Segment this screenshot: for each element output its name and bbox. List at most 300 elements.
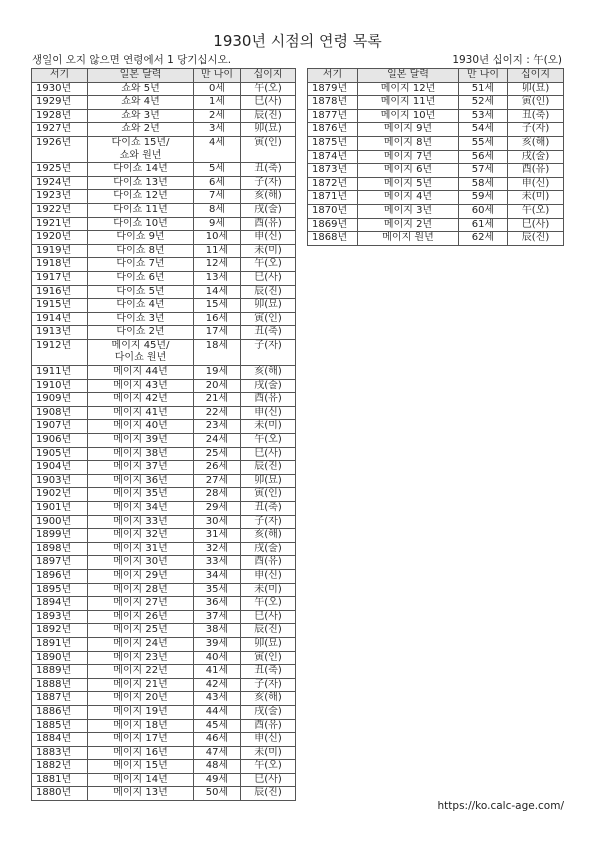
cell-japanese-calendar: 메이지 30년 [88,556,194,570]
cell-age: 2세 [194,109,241,123]
cell-year: 1897년 [32,556,88,570]
cell-year: 1870년 [308,204,358,218]
cell-japanese-calendar: 다이쇼 9년 [88,231,194,245]
cell-age: 27세 [194,474,241,488]
cell-zodiac: 辰(진) [241,109,296,123]
table-row [308,82,564,96]
cell-zodiac: 寅(인) [241,136,296,162]
cell-zodiac: 申(신) [241,406,296,420]
cell-zodiac: 戌(술) [508,150,564,164]
cell-japanese-calendar: 메이지 10년 [358,109,459,123]
cell-japanese-calendar: 다이쇼 7년 [88,258,194,272]
table-row [32,299,296,313]
cell-year: 1876년 [308,123,358,137]
cell-year: 1925년 [32,163,88,177]
cell-year: 1909년 [32,393,88,407]
table-row [32,366,296,380]
cell-zodiac: 亥(해) [241,366,296,380]
cell-japanese-calendar: 메이지 16년 [88,746,194,760]
cell-zodiac: 丑(축) [241,163,296,177]
table-row [308,150,564,164]
cell-age: 45세 [194,719,241,733]
cell-year: 1930년 [32,82,88,96]
table-row [32,393,296,407]
cell-year: 1922년 [32,203,88,217]
cell-year: 1888년 [32,678,88,692]
cell-japanese-calendar: 쇼와 3년 [88,109,194,123]
cell-zodiac: 子(자) [508,123,564,137]
cell-zodiac: 未(미) [241,746,296,760]
cell-age: 4세 [194,136,241,162]
cell-age: 40세 [194,651,241,665]
cell-age: 39세 [194,637,241,651]
table-row [32,719,296,733]
header-japanese-calendar: 일본 달력 [358,69,459,83]
table-row [32,773,296,787]
cell-year: 1882년 [32,760,88,774]
table-row [32,96,296,110]
cell-year: 1907년 [32,420,88,434]
cell-japanese-calendar: 메이지 39년 [88,434,194,448]
cell-age: 16세 [194,312,241,326]
cell-age: 19세 [194,366,241,380]
cell-zodiac: 辰(진) [241,461,296,475]
cell-japanese-calendar: 메이지 9년 [358,123,459,137]
cell-year: 1917년 [32,271,88,285]
table-row [32,787,296,801]
cell-japanese-calendar: 메이지 44년 [88,366,194,380]
cell-year: 1910년 [32,379,88,393]
cell-zodiac: 申(신) [241,231,296,245]
cell-japanese-calendar: 메이지 12년 [358,82,459,96]
cell-age: 25세 [194,447,241,461]
cell-japanese-calendar: 메이지 4년 [358,191,459,205]
cell-age: 59세 [459,191,508,205]
cell-zodiac: 辰(진) [241,285,296,299]
cell-japanese-calendar: 메이지 32년 [88,529,194,543]
cell-zodiac: 卯(묘) [241,637,296,651]
cell-year: 1879년 [308,82,358,96]
cell-year: 1918년 [32,258,88,272]
cell-japanese-calendar: 쇼와 4년 [88,96,194,110]
cell-japanese-calendar: 메이지 7년 [358,150,459,164]
table-row [32,109,296,123]
header-year: 서기 [308,69,358,83]
table-row [32,651,296,665]
cell-age: 57세 [459,164,508,178]
cell-age: 47세 [194,746,241,760]
cell-japanese-calendar: 메이지 31년 [88,542,194,556]
page-title: 1930년 시점의 연령 목록 [213,32,382,50]
cell-japanese-calendar: 다이쇼 3년 [88,312,194,326]
cell-year: 1873년 [308,164,358,178]
table-row [32,624,296,638]
cell-japanese-calendar: 메이지 17년 [88,733,194,747]
cell-age: 20세 [194,379,241,393]
cell-zodiac: 子(자) [241,339,296,365]
cell-age: 13세 [194,271,241,285]
cell-age: 56세 [459,150,508,164]
cell-year: 1885년 [32,719,88,733]
cell-zodiac: 亥(해) [241,529,296,543]
cell-zodiac: 辰(진) [508,232,564,246]
cell-age: 48세 [194,760,241,774]
cell-zodiac: 子(자) [241,515,296,529]
cell-year: 1884년 [32,733,88,747]
cell-age: 6세 [194,176,241,190]
cell-japanese-calendar: 메이지 26년 [88,610,194,624]
table-row [32,406,296,420]
cell-japanese-calendar: 메이지 43년 [88,379,194,393]
cell-japanese-calendar: 다이쇼 12년 [88,190,194,204]
cell-year: 1915년 [32,299,88,313]
table-row [32,82,296,96]
cell-age: 17세 [194,326,241,340]
table-row [32,217,296,231]
table-row [308,204,564,218]
cell-zodiac: 丑(축) [241,665,296,679]
table-row [32,474,296,488]
cell-age: 61세 [459,218,508,232]
cell-age: 36세 [194,597,241,611]
table-row [32,692,296,706]
table-row [32,176,296,190]
cell-zodiac: 寅(인) [241,488,296,502]
cell-year: 1895년 [32,583,88,597]
table-row [32,285,296,299]
cell-japanese-calendar: 메이지 11년 [358,96,459,110]
cell-japanese-calendar: 메이지 45년/ 다이쇼 원년 [88,339,194,365]
table-body-right [308,82,564,245]
cell-year: 1893년 [32,610,88,624]
table-row [32,569,296,583]
table-row [32,733,296,747]
cell-age: 0세 [194,82,241,96]
cell-year: 1898년 [32,542,88,556]
cell-year: 1896년 [32,569,88,583]
table-row [32,123,296,137]
table-row [32,461,296,475]
cell-japanese-calendar: 메이지 27년 [88,597,194,611]
cell-japanese-calendar: 메이지 29년 [88,569,194,583]
cell-age: 24세 [194,434,241,448]
cell-japanese-calendar: 쇼와 5년 [88,82,194,96]
cell-japanese-calendar: 메이지 8년 [358,136,459,150]
cell-year: 1890년 [32,651,88,665]
cell-age: 5세 [194,163,241,177]
table-row [32,231,296,245]
cell-zodiac: 申(신) [241,569,296,583]
cell-japanese-calendar: 다이쇼 10년 [88,217,194,231]
table-row [308,164,564,178]
cell-japanese-calendar: 다이쇼 8년 [88,244,194,258]
cell-zodiac: 午(오) [508,204,564,218]
cell-japanese-calendar: 메이지 21년 [88,678,194,692]
cell-year: 1914년 [32,312,88,326]
table-row [32,244,296,258]
cell-year: 1929년 [32,96,88,110]
cell-zodiac: 酉(유) [241,217,296,231]
cell-year: 1923년 [32,190,88,204]
cell-japanese-calendar: 메이지 38년 [88,447,194,461]
cell-zodiac: 未(미) [241,583,296,597]
cell-japanese-calendar: 메이지 5년 [358,177,459,191]
cell-age: 37세 [194,610,241,624]
cell-zodiac: 未(미) [241,244,296,258]
cell-japanese-calendar: 메이지 22년 [88,665,194,679]
cell-year: 1912년 [32,339,88,365]
cell-japanese-calendar: 다이쇼 15년/ 쇼와 원년 [88,136,194,162]
cell-zodiac: 戌(술) [241,379,296,393]
zodiac-label: 1930년 십이지 : 午(오) [452,54,562,66]
table-row [32,542,296,556]
cell-age: 23세 [194,420,241,434]
cell-zodiac: 丑(축) [241,326,296,340]
cell-age: 42세 [194,678,241,692]
cell-year: 1892년 [32,624,88,638]
cell-japanese-calendar: 다이쇼 14년 [88,163,194,177]
cell-zodiac: 子(자) [241,678,296,692]
cell-zodiac: 戌(술) [241,203,296,217]
cell-zodiac: 巳(사) [241,447,296,461]
cell-year: 1894년 [32,597,88,611]
cell-japanese-calendar: 메이지 19년 [88,705,194,719]
cell-year: 1887년 [32,692,88,706]
cell-age: 30세 [194,515,241,529]
cell-zodiac: 寅(인) [241,651,296,665]
cell-zodiac: 未(미) [241,420,296,434]
cell-zodiac: 巳(사) [241,271,296,285]
header-age: 만 나이 [459,69,508,83]
cell-japanese-calendar: 메이지 2년 [358,218,459,232]
cell-age: 41세 [194,665,241,679]
cell-year: 1911년 [32,366,88,380]
cell-zodiac: 巳(사) [241,610,296,624]
table-row [32,447,296,461]
cell-zodiac: 子(자) [241,176,296,190]
cell-year: 1928년 [32,109,88,123]
header-zodiac: 십이지 [241,69,296,83]
cell-japanese-calendar: 메이지 13년 [88,787,194,801]
cell-year: 1881년 [32,773,88,787]
cell-year: 1921년 [32,217,88,231]
cell-age: 15세 [194,299,241,313]
cell-age: 62세 [459,232,508,246]
cell-japanese-calendar: 메이지 원년 [358,232,459,246]
table-row [32,583,296,597]
cell-age: 34세 [194,569,241,583]
cell-age: 8세 [194,203,241,217]
cell-year: 1878년 [308,96,358,110]
cell-zodiac: 申(신) [241,733,296,747]
table-body-left [32,82,296,800]
header-year: 서기 [32,69,88,83]
cell-zodiac: 酉(유) [241,556,296,570]
cell-year: 1880년 [32,787,88,801]
cell-zodiac: 未(미) [508,191,564,205]
cell-year: 1926년 [32,136,88,162]
cell-age: 54세 [459,123,508,137]
cell-year: 1903년 [32,474,88,488]
cell-zodiac: 辰(진) [241,624,296,638]
cell-age: 18세 [194,339,241,365]
cell-japanese-calendar: 메이지 40년 [88,420,194,434]
table-row [308,123,564,137]
table-row [32,705,296,719]
cell-year: 1869년 [308,218,358,232]
cell-japanese-calendar: 다이쇼 2년 [88,326,194,340]
cell-zodiac: 酉(유) [508,164,564,178]
cell-year: 1874년 [308,150,358,164]
cell-zodiac: 丑(축) [508,109,564,123]
cell-age: 21세 [194,393,241,407]
cell-year: 1883년 [32,746,88,760]
cell-zodiac: 亥(해) [241,190,296,204]
cell-age: 58세 [459,177,508,191]
cell-japanese-calendar: 다이쇼 13년 [88,176,194,190]
table-row [32,637,296,651]
cell-japanese-calendar: 메이지 36년 [88,474,194,488]
cell-zodiac: 巳(사) [508,218,564,232]
cell-zodiac: 午(오) [241,434,296,448]
cell-zodiac: 午(오) [241,82,296,96]
cell-zodiac: 寅(인) [508,96,564,110]
table-row [308,109,564,123]
cell-year: 1927년 [32,123,88,137]
cell-age: 38세 [194,624,241,638]
cell-japanese-calendar: 메이지 24년 [88,637,194,651]
cell-zodiac: 寅(인) [241,312,296,326]
cell-zodiac: 亥(해) [508,136,564,150]
cell-japanese-calendar: 메이지 35년 [88,488,194,502]
cell-japanese-calendar: 메이지 28년 [88,583,194,597]
cell-age: 46세 [194,733,241,747]
cell-zodiac: 酉(유) [241,393,296,407]
cell-age: 32세 [194,542,241,556]
cell-year: 1875년 [308,136,358,150]
cell-age: 3세 [194,123,241,137]
cell-japanese-calendar: 다이쇼 11년 [88,203,194,217]
cell-year: 1877년 [308,109,358,123]
cell-age: 44세 [194,705,241,719]
cell-zodiac: 酉(유) [241,719,296,733]
cell-japanese-calendar: 다이쇼 4년 [88,299,194,313]
cell-age: 22세 [194,406,241,420]
cell-japanese-calendar: 다이쇼 6년 [88,271,194,285]
cell-year: 1872년 [308,177,358,191]
cell-age: 28세 [194,488,241,502]
cell-year: 1889년 [32,665,88,679]
table-row [32,163,296,177]
cell-age: 14세 [194,285,241,299]
cell-year: 1906년 [32,434,88,448]
table-row [32,136,296,162]
table-row [32,529,296,543]
cell-year: 1871년 [308,191,358,205]
table-header-row [32,69,296,83]
table-row [32,760,296,774]
cell-japanese-calendar: 다이쇼 5년 [88,285,194,299]
cell-zodiac: 辰(진) [241,787,296,801]
table-row [32,434,296,448]
header-age: 만 나이 [194,69,241,83]
cell-year: 1902년 [32,488,88,502]
cell-age: 51세 [459,82,508,96]
cell-year: 1924년 [32,176,88,190]
cell-age: 60세 [459,204,508,218]
cell-age: 12세 [194,258,241,272]
age-note: 생일이 오지 않으면 연령에서 1 당기십시오. [32,54,232,66]
cell-year: 1901년 [32,502,88,516]
table-row [32,190,296,204]
cell-zodiac: 午(오) [241,258,296,272]
cell-year: 1920년 [32,231,88,245]
footer-url[interactable]: https://ko.calc-age.com/ [437,800,564,812]
cell-year: 1916년 [32,285,88,299]
cell-japanese-calendar: 메이지 33년 [88,515,194,529]
table-row [32,326,296,340]
cell-year: 1913년 [32,326,88,340]
table-row [32,420,296,434]
cell-age: 9세 [194,217,241,231]
header-japanese-calendar: 일본 달력 [88,69,194,83]
cell-japanese-calendar: 메이지 15년 [88,760,194,774]
age-table-left [31,68,296,801]
header-zodiac: 십이지 [508,69,564,83]
cell-japanese-calendar: 메이지 25년 [88,624,194,638]
cell-age: 43세 [194,692,241,706]
cell-age: 1세 [194,96,241,110]
cell-japanese-calendar: 쇼와 2년 [88,123,194,137]
cell-age: 50세 [194,787,241,801]
table-row [32,678,296,692]
cell-age: 35세 [194,583,241,597]
cell-age: 33세 [194,556,241,570]
cell-zodiac: 亥(해) [241,692,296,706]
cell-zodiac: 卯(묘) [241,474,296,488]
cell-zodiac: 卯(묘) [241,299,296,313]
cell-year: 1899년 [32,529,88,543]
table-row [308,177,564,191]
cell-year: 1904년 [32,461,88,475]
table-row [32,746,296,760]
cell-zodiac: 午(오) [241,597,296,611]
cell-zodiac: 卯(묘) [508,82,564,96]
cell-age: 53세 [459,109,508,123]
table-row [32,610,296,624]
cell-japanese-calendar: 메이지 3년 [358,204,459,218]
cell-zodiac: 戌(술) [241,542,296,556]
cell-year: 1886년 [32,705,88,719]
table-row [32,665,296,679]
table-header-row [308,69,564,83]
table-row [308,136,564,150]
cell-japanese-calendar: 메이지 6년 [358,164,459,178]
table-row [32,502,296,516]
cell-age: 26세 [194,461,241,475]
table-row [32,515,296,529]
cell-japanese-calendar: 메이지 42년 [88,393,194,407]
cell-age: 7세 [194,190,241,204]
table-row [308,191,564,205]
cell-age: 11세 [194,244,241,258]
cell-japanese-calendar: 메이지 41년 [88,406,194,420]
cell-age: 29세 [194,502,241,516]
table-row [32,203,296,217]
cell-japanese-calendar: 메이지 20년 [88,692,194,706]
cell-japanese-calendar: 메이지 34년 [88,502,194,516]
cell-age: 55세 [459,136,508,150]
